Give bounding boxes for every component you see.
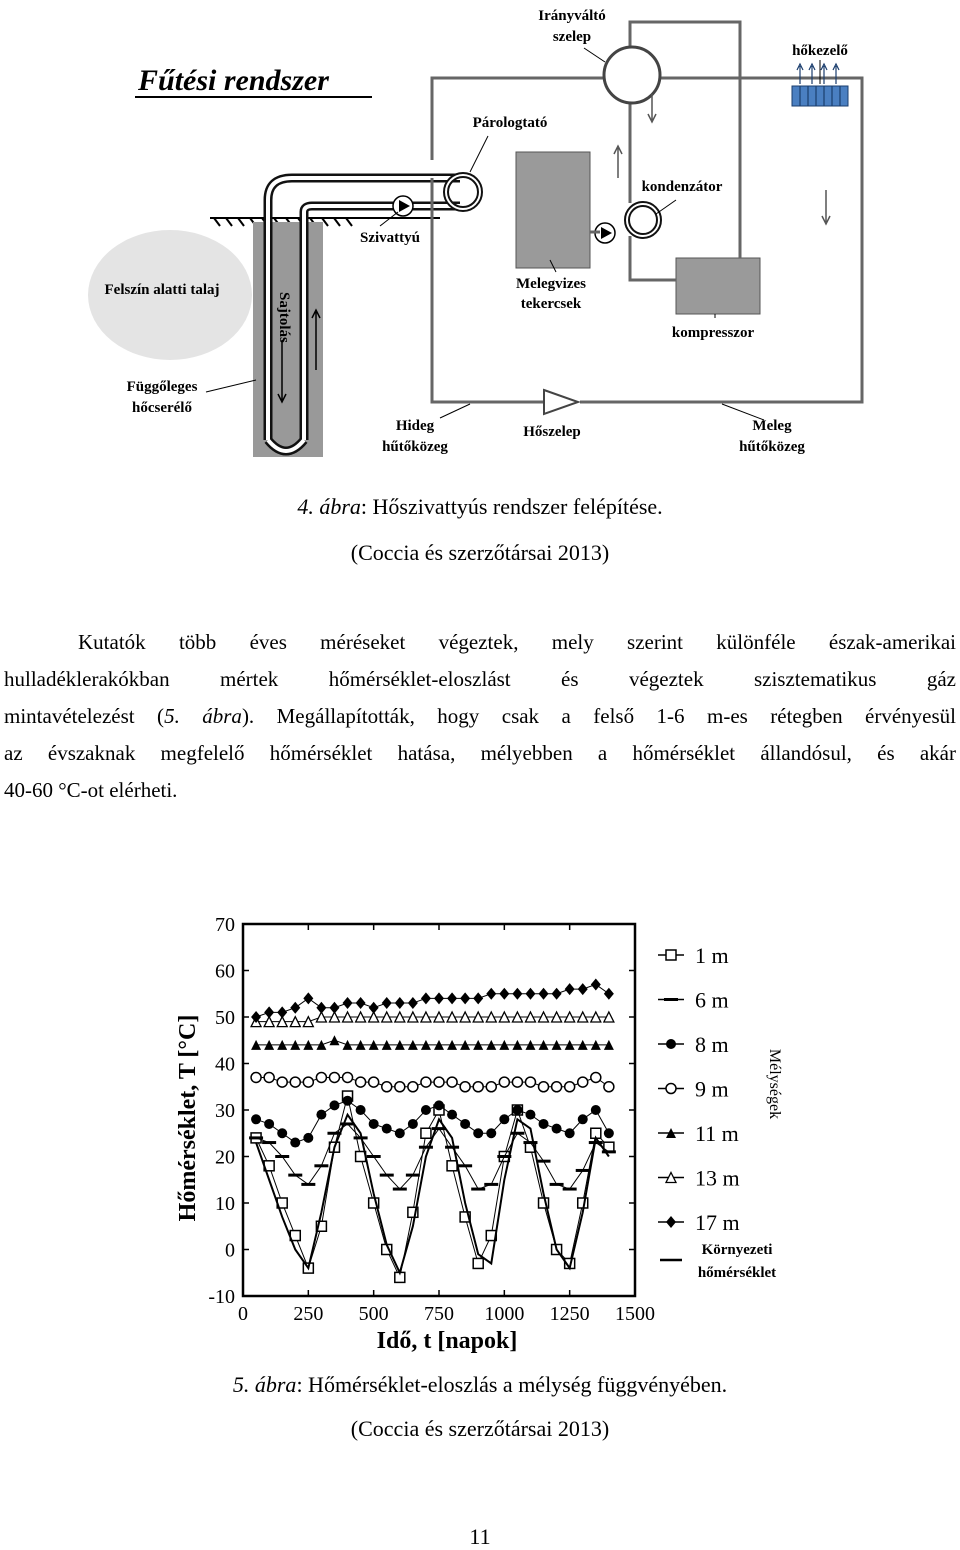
figure4-caption [0,494,960,520]
y-tick-label: 60 [215,960,235,983]
series-1 [249,1124,616,1189]
y-tick-label: 30 [215,1100,235,1122]
ground-surface [210,218,440,226]
data-point [434,1077,444,1087]
data-point [343,997,353,1009]
paragraph-line-5: 40-60 °C-ot elérheti. [4,778,178,802]
data-point [473,992,483,1004]
body-paragraph [4,624,956,809]
data-point [264,1072,274,1082]
legend-label: Környezeti [701,1242,773,1258]
data-point [290,1002,300,1014]
data-point [303,1133,313,1143]
data-point [512,1077,522,1087]
data-point [356,997,366,1009]
legend-label: 11 m [695,1121,739,1146]
data-point [499,1114,509,1124]
data-point [591,1072,601,1082]
data-point [316,1002,326,1014]
data-point [395,997,405,1009]
chart-xlabel: Idő, t [napok] [376,1328,518,1354]
data-point [447,992,457,1004]
x-tick-label: 1250 [549,1303,590,1325]
label-subsurface-soil: Felszín alatti talaj [104,282,220,298]
label-thermal-valve: Hőszelep [523,424,581,440]
data-point [369,1119,379,1129]
data-point [421,1128,431,1138]
data-point [525,1077,535,1087]
data-point [604,988,614,1000]
data-point [290,1077,300,1087]
series-5 [251,1012,614,1027]
figure4-caption-label: 4. ábra [297,494,361,519]
data-point [525,1110,535,1120]
data-point [460,1082,470,1092]
legend-title: Mélységek [766,1048,783,1120]
data-point [290,1138,300,1148]
paragraph-line-3a: mintavételezést ( [4,704,165,728]
label-reversing-valve-1: Irányváltó [538,8,606,24]
data-point [421,1077,431,1087]
data-point [565,1128,575,1138]
data-point [395,1082,405,1092]
legend-label: 1 m [695,943,729,968]
label-evaporator: Párologtató [472,115,548,131]
label-condenser: kondenzátor [641,179,723,195]
paragraph-line-1: Kutatók több éves méréseket végeztek, mely szerint különféle észak-amerikai [78,630,956,654]
legend-marker [666,1216,676,1228]
data-point [578,1077,588,1087]
y-tick-label: 50 [215,1007,235,1029]
heat-arrows [797,64,839,84]
x-tick-label: 0 [238,1303,248,1325]
data-point [434,992,444,1004]
data-point [552,988,562,1000]
data-point [369,1077,379,1087]
data-point [303,992,313,1004]
legend-marker [666,1084,676,1094]
paragraph-line-3 [4,698,956,735]
legend-marker [666,1039,676,1049]
data-point [552,1124,562,1134]
data-point [369,1002,379,1014]
y-tick-label: 40 [215,1053,235,1076]
figure5-caption-label: 5. ábra [232,1372,297,1397]
data-point [578,1198,588,1208]
data-point [460,992,470,1004]
diagram-title: Fűtési rendszer [138,64,329,97]
figure5-caption [0,1372,960,1398]
data-point [408,1119,418,1129]
data-point [408,997,418,1009]
legend-label: 8 m [695,1032,729,1057]
data-point [604,1082,614,1092]
paragraph-line-2: hulladéklerakókban mértek hőmérséklet-eloszlást és végeztek szisztematikus gáz [4,667,956,691]
label-warm-coolant-1: Meleg [752,418,792,434]
figure4-source: (Coccia és szerzőtársai 2013) [350,540,610,565]
data-point [421,1105,431,1115]
data-point [408,1082,418,1092]
label-reversing-valve-2: szelep [552,29,592,45]
data-point [356,1077,366,1087]
data-point [329,1100,339,1110]
label-sajtolas: Sajtolás [276,292,292,343]
data-point [460,1119,470,1129]
legend-label: hőmérséklet [697,1265,777,1281]
data-point [473,1082,483,1092]
label-compressor: kompresszor [671,325,755,341]
label-heat-emitter: hőkezelő [792,43,848,59]
data-point [565,1082,575,1092]
paragraph-line-4: az évszaknak megfelelő hőmérséklet hatása, mélyebben a hőmérséklet állandósul, és akár [4,741,956,765]
heat-pump-diagram [0,0,960,480]
y-tick-label: 0 [225,1239,235,1262]
data-point [421,992,431,1004]
label-hot-water-coils-2: tekercsek [520,296,582,312]
data-point [303,1077,313,1087]
data-point [486,1082,496,1092]
label-warm-coolant-2: hűtőközeg [739,439,805,455]
data-point [512,1105,522,1115]
data-point [499,1077,509,1087]
y-tick-label: 20 [215,1146,235,1169]
data-point [473,1258,483,1268]
x-tick-label: 750 [424,1303,454,1325]
data-point [486,1128,496,1138]
chart-ylabel: Hőmérséklet, T [°C] [175,1014,201,1222]
legend-label: 9 m [695,1076,729,1102]
compressor [676,258,760,314]
data-point [578,1114,588,1124]
data-point [447,1161,457,1171]
data-point [343,1072,353,1082]
data-point [565,983,575,995]
figure5-caption-text: : Hőmérséklet-eloszlás a mélység függvényében. [296,1372,728,1397]
data-point [539,1119,549,1129]
data-point [591,978,601,990]
data-point [277,1128,287,1138]
data-point [316,1072,326,1082]
label-cold-coolant-2: hűtőközeg [382,439,448,455]
figure5-source: (Coccia és szerzőtársai 2013) [350,1416,610,1441]
figure5-ref: 5. ábra [164,704,242,728]
data-point [329,1072,339,1082]
x-tick-label: 500 [358,1303,389,1325]
data-point [512,988,522,1000]
data-point [539,988,549,1000]
data-point [486,988,496,1000]
data-point [591,1105,601,1115]
data-point [578,983,588,995]
x-tick-label: 1500 [615,1303,655,1325]
data-point [525,988,535,1000]
label-cold-coolant-1: Hideg [395,418,435,434]
data-point [499,988,509,1000]
data-point [539,1082,549,1092]
label-hot-water-coils-1: Melegvizes [516,276,586,292]
legend-label: 6 m [695,987,729,1013]
label-pump: Szivattyú [360,230,420,246]
data-point [604,1128,614,1138]
data-point [277,1077,287,1087]
legend-marker [666,950,676,960]
data-point [434,1100,444,1110]
data-point [382,1082,392,1092]
y-tick-label: -10 [208,1286,235,1308]
x-tick-label: 1000 [484,1303,525,1325]
label-vertical-exchanger-2: hőcserélő [132,400,192,416]
data-point [382,997,392,1009]
data-point [264,1119,274,1129]
data-point [251,1072,261,1082]
data-point [447,1077,457,1087]
y-tick-label: 70 [215,914,235,936]
legend-label: 17 m [695,1210,740,1235]
series-4 [251,1035,614,1050]
data-point [251,1114,261,1124]
legend-label: 13 m [695,1165,740,1191]
data-point [264,1006,274,1018]
data-point [473,1128,483,1138]
data-point [277,1006,287,1018]
hot-water-coils [516,152,590,268]
data-point [356,1105,366,1115]
series-3 [251,1072,614,1091]
page-number: 11 [469,1524,491,1549]
temperature-chart [150,900,810,1360]
data-point [382,1124,392,1134]
data-point [329,1035,339,1045]
data-point [447,1110,457,1120]
data-point [395,1128,405,1138]
data-point [329,1002,339,1014]
thermal-valve [544,390,578,414]
label-vertical-exchanger-1: Függőleges [126,379,198,395]
data-point [316,1110,326,1120]
figure4-caption-text: : Hőszivattyús rendszer felépítése. [360,494,663,519]
data-point [552,1082,562,1092]
paragraph-line-3b: ). Megállapították, hogy csak a felső 1-6 m-es rétegben érvényesül [241,704,956,728]
y-tick-label: 10 [215,1193,235,1215]
x-tick-label: 250 [293,1303,324,1325]
data-point [343,1096,353,1106]
